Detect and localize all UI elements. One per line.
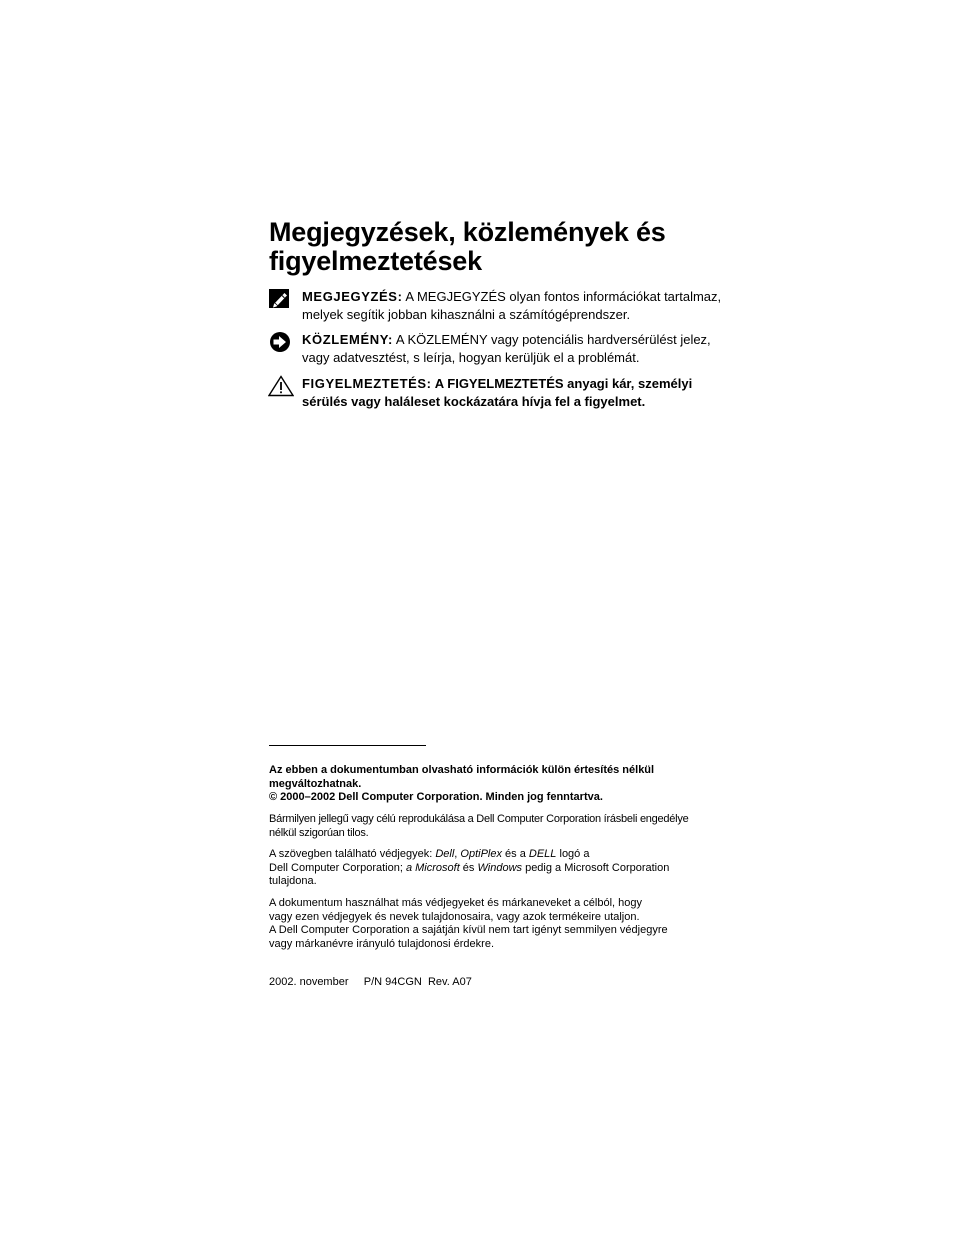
warning-label: FIGYELMEZTETÉS:	[302, 376, 432, 391]
disclaimer-line-2: megváltozhatnak.	[269, 777, 362, 790]
page-title	[269, 218, 789, 276]
notice-text-line-2: vagy adatvesztést, s leírja, hogyan kerüljük el a problémát.	[302, 350, 640, 365]
other-marks-line-1: A dokumentum használhat más védjegyeket és márkaneveket a célból, hogy	[269, 897, 642, 909]
note-text	[302, 288, 770, 324]
part-number: P/N 94CGN	[363, 976, 422, 988]
title-line-2: figyelmeztetések	[269, 246, 482, 276]
publication-info	[269, 975, 472, 989]
notice-text-line-1: A KÖZLEMÉNY vagy potenciális hardversérülést jelez,	[392, 332, 711, 347]
separator: ,	[454, 848, 461, 860]
warning-text	[302, 375, 770, 411]
reproduction-line-1: Bármilyen jellegű vagy célú reprodukálása a Dell Computer Corporation írásbeli engedélye	[269, 813, 689, 825]
trademark-line-2	[269, 862, 764, 876]
reproduction-line-2: nélkül szigorúan tilos.	[269, 826, 369, 839]
other-marks-line-3: A Dell Computer Corporation a sajátján kívül nem tart igényt semmilyen védjegyre	[269, 924, 668, 937]
pencil-note-icon	[268, 288, 292, 310]
trademark-notice	[269, 848, 764, 889]
revision: Rev. A07	[427, 976, 472, 988]
trademark-optiplex: OptiPlex	[460, 848, 502, 860]
company-name: Dell Computer Corporation;	[269, 861, 406, 874]
arrow-notice-icon	[268, 331, 292, 353]
note-label: MEGJEGYZÉS:	[302, 289, 403, 304]
disclaimer-block	[269, 764, 764, 805]
other-marks-line-4: vagy márkanévre irányuló tulajdonosi érdekre.	[269, 937, 495, 950]
trademark-dell: Dell	[435, 848, 455, 860]
copyright-notice: © 2000–2002 Dell Computer Corporation. Minden jog fenntartva.	[269, 791, 603, 804]
microsoft-owner: pedig a Microsoft Corporation	[522, 861, 670, 874]
logo-text: logó a	[556, 848, 590, 860]
notice-label: KÖZLEMÉNY:	[302, 332, 393, 347]
reproduction-notice	[269, 813, 764, 840]
trademark-line-3: tulajdona.	[269, 875, 317, 888]
footnote-divider	[269, 745, 426, 746]
connector: és	[459, 861, 478, 874]
warning-text-line-1: A FIGYELMEZTETÉS anyagi kár, személyi	[431, 376, 693, 391]
publication-date: 2002. november	[269, 976, 349, 988]
trademark-windows: Windows	[477, 861, 523, 874]
other-marks-line-2: vagy ezen védjegyek és nevek tulajdonosaira, vagy azok termékeire utaljon.	[269, 910, 640, 923]
trademark-microsoft: a Microsoft	[405, 861, 460, 874]
note-text-line-2: melyek segítik jobban kihasználni a számítógéprendszer.	[302, 307, 631, 322]
connector: és a	[502, 848, 529, 860]
trademark-dell-logo: DELL	[528, 848, 557, 860]
warning-text-line-2: sérülés vagy haláleset kockázatára hívja fel a figyelmet.	[302, 394, 646, 409]
note-text-line-1: A MEGJEGYZÉS olyan fontos információkat tartalmaz,	[402, 289, 722, 304]
disclaimer-line-1: Az ebben a dokumentumban olvasható információk külön értesítés nélkül	[269, 764, 655, 776]
trademark-intro: A szövegben található védjegyek:	[269, 848, 436, 860]
warning-triangle-icon	[268, 375, 292, 397]
trademark-line-1	[269, 848, 764, 862]
notice-text	[302, 331, 770, 367]
other-marks-notice	[269, 897, 764, 951]
title-line-1: Megjegyzések, közlemények és	[269, 217, 666, 247]
